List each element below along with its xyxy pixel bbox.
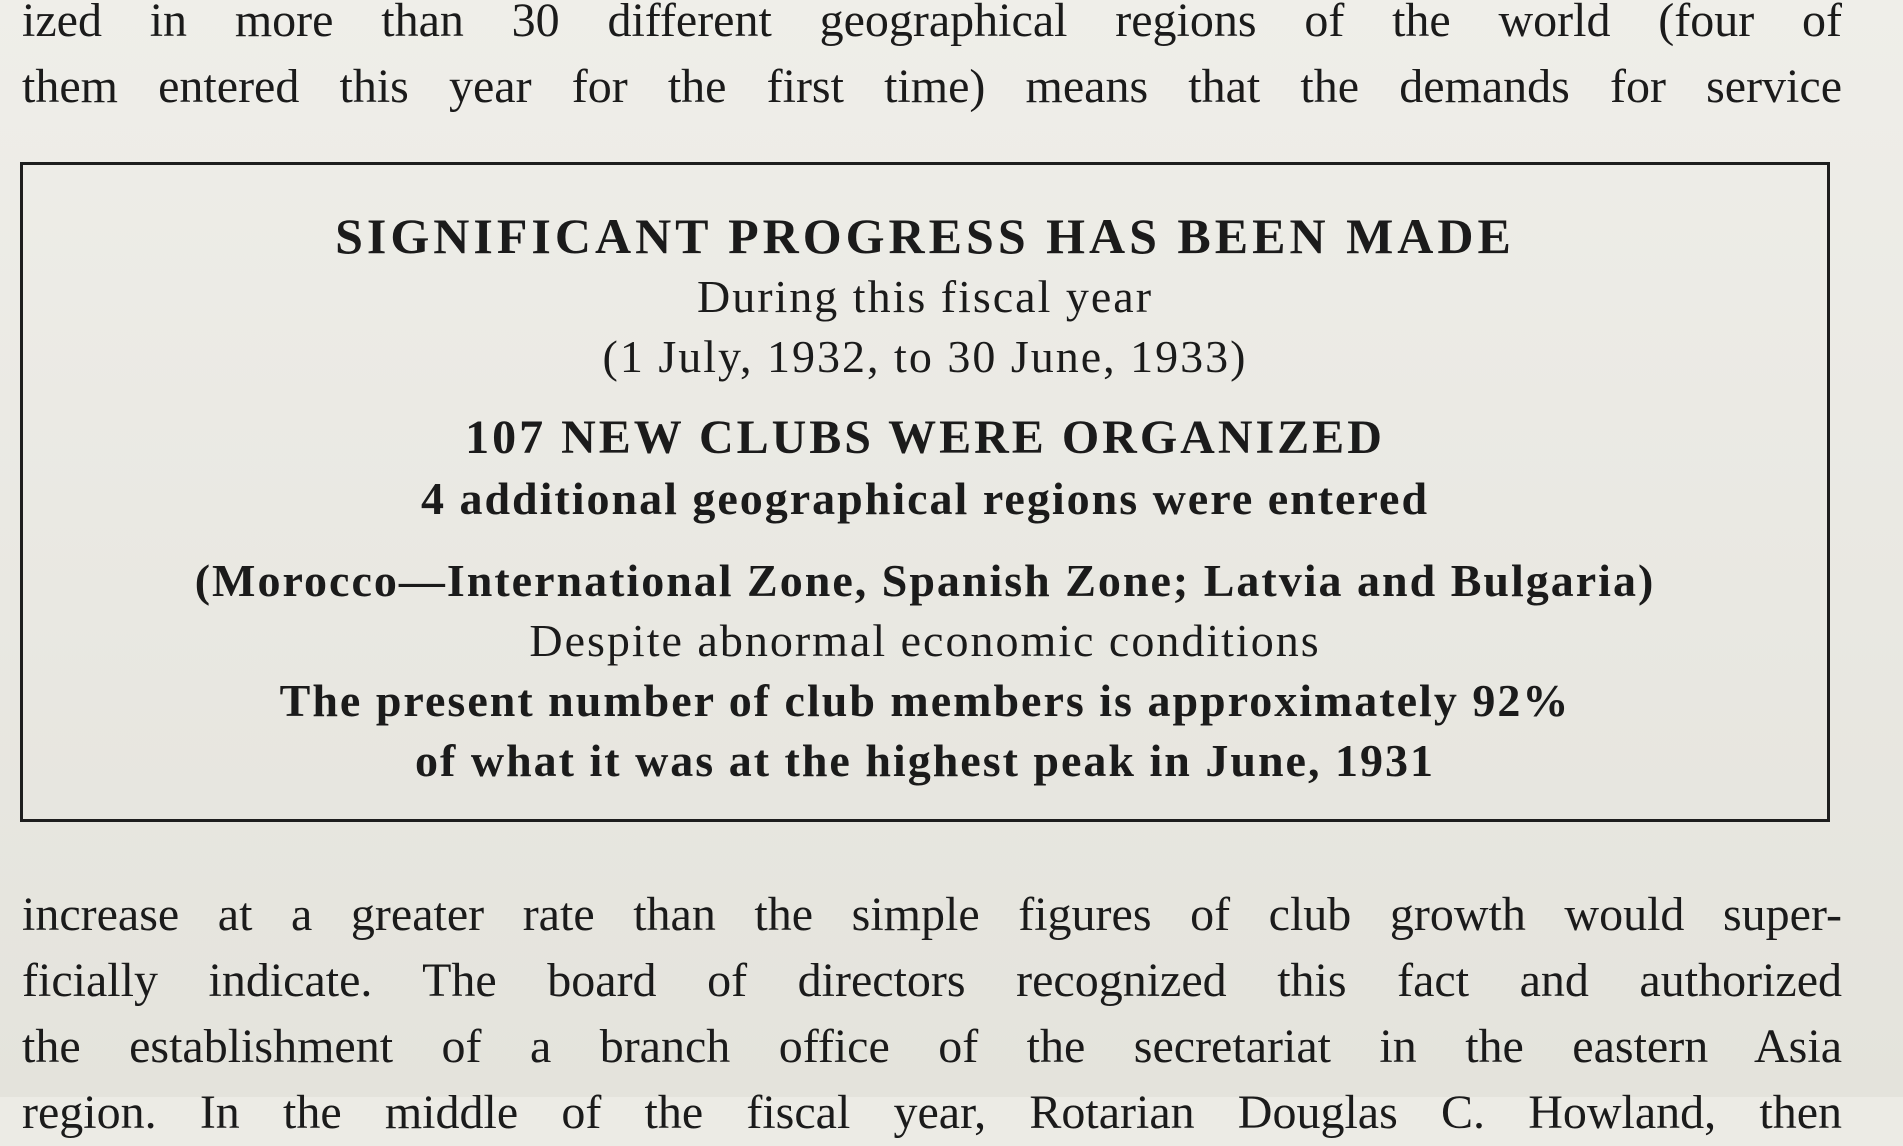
text-line: region. In the middle of the fiscal year, Rotarian Douglas C. Howland, then [22,1086,1842,1139]
body-paragraph-bottom [22,882,1842,1146]
fiscal-year-line: During this fiscal year [696,271,1154,322]
economic-conditions-line: Despite abnormal economic conditions [529,615,1321,666]
text-line: the establishment of a branch office of the secretariat in the eastern Asia [22,1020,1842,1073]
callout-heading: SIGNIFICANT PROGRESS HAS BEEN MADE [335,208,1515,264]
members-line-2: of what it was at the highest peak in June, 1931 [415,735,1435,786]
text-line: ized in more than 30 different geographical regions of the world (four of [22,0,1842,47]
callout-box [20,162,1830,822]
body-paragraph-top [22,0,1842,120]
text-line: them entered this year for the first time) means that the demands for service [22,60,1842,113]
date-range-line: (1 July, 1932, to 30 June, 1933) [602,331,1248,382]
regions-list-line: (Morocco—International Zone, Spanish Zone; Latvia and Bulgaria) [194,555,1656,606]
members-line-1: The present number of club members is approximately 92% [279,675,1571,726]
new-clubs-heading: 107 NEW CLUBS WERE ORGANIZED [465,411,1385,464]
regions-entered-line: 4 additional geographical regions were entered [420,473,1430,524]
text-line: ficially indicate. The board of directors recognized this fact and authorized [22,954,1842,1007]
text-line: increase at a greater rate than the simple figures of club growth would super- [22,888,1842,941]
